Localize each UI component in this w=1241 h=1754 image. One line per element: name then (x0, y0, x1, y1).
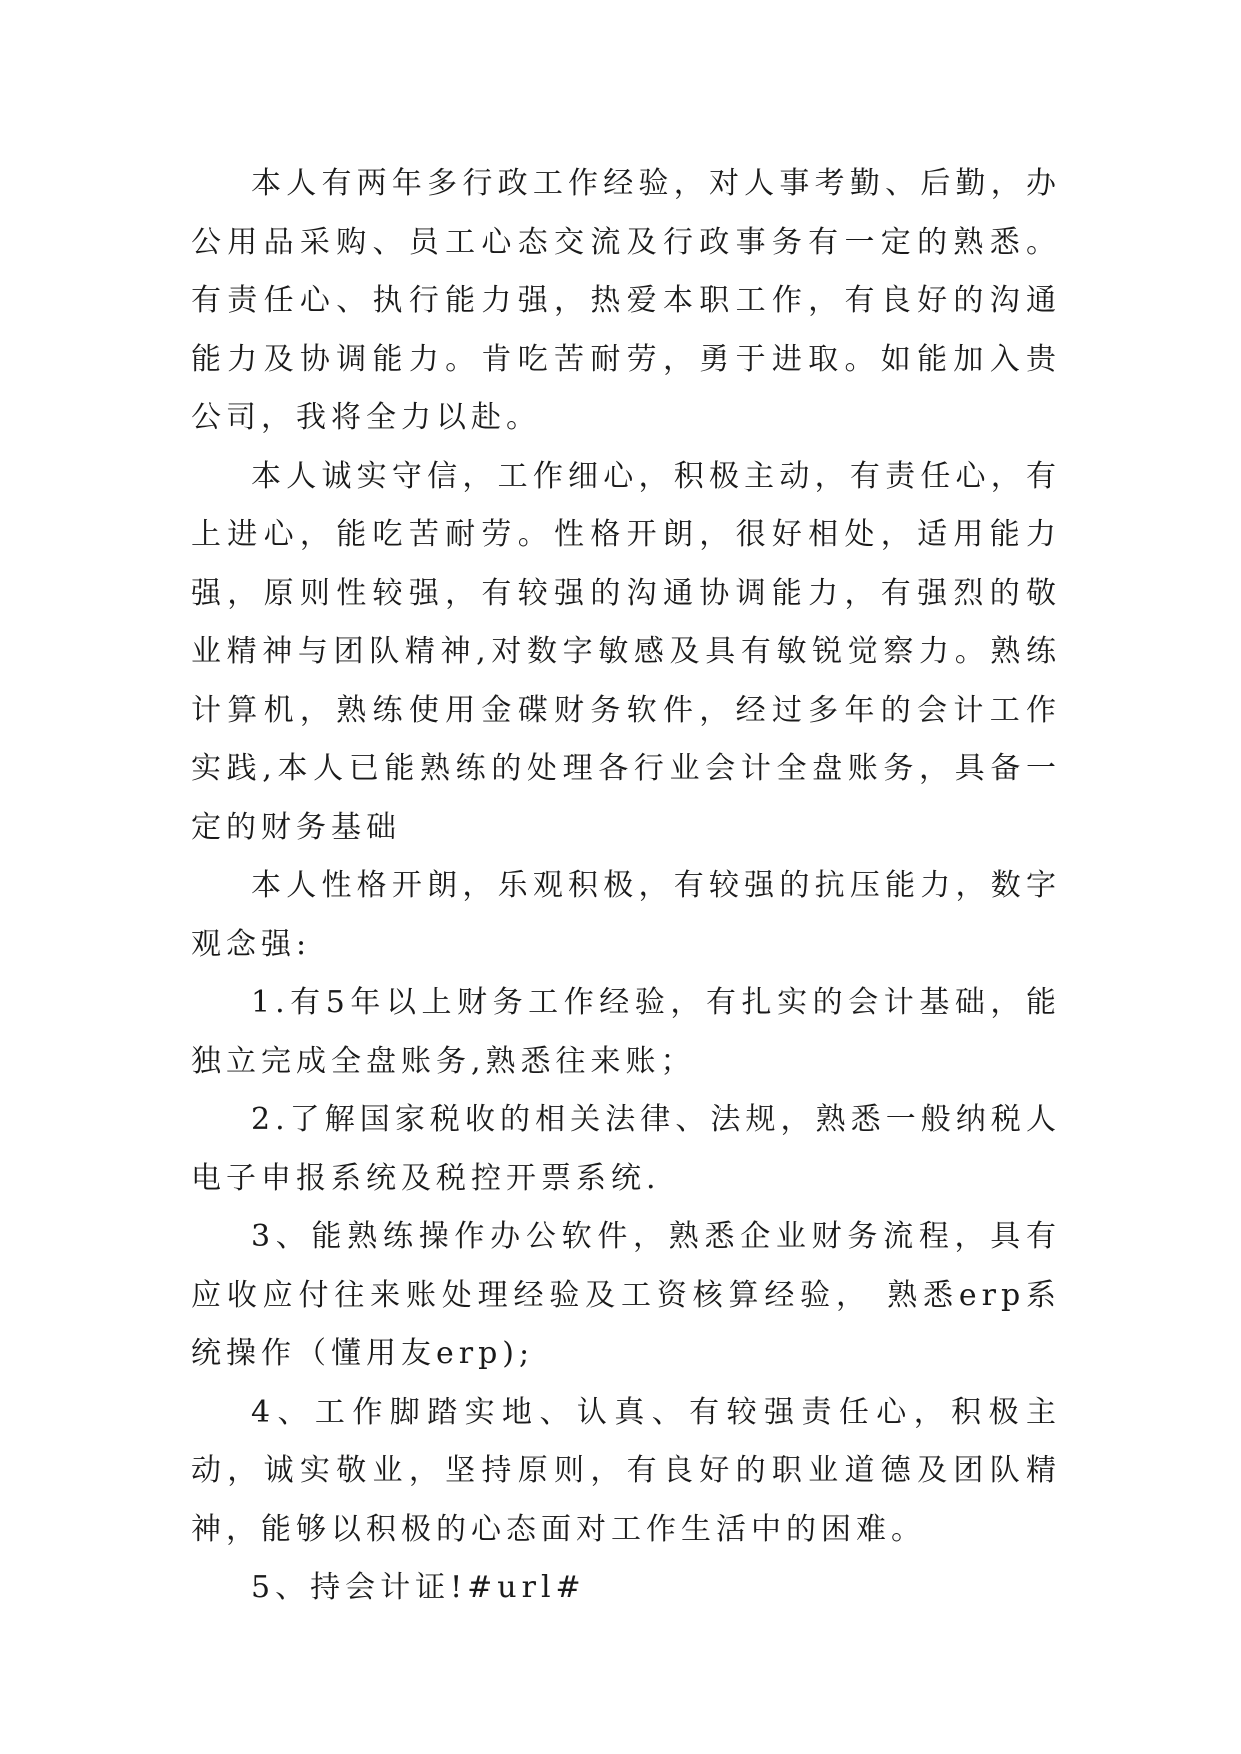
document-body (191, 155, 1061, 1618)
paragraph-admin-experience: 本人有两年多行政工作经验，对人事考勤、后勤，办公用品采购、员工心态交流及行政事务有一定的熟悉。有责任心、执行能力强，热爱本职工作，有良好的沟通能力及协调能力。肯吃苦耐劳，勇于进取。如能加入贵公司，我将全力以赴。 (191, 166, 1061, 435)
list-item-2: 2.了解国家税收的相关法律、法规，熟悉一般纳税人电子申报系统及税控开票系统. (191, 1102, 1061, 1196)
list-item-5: 5、持会计证!#url# (251, 1570, 586, 1605)
list-item-4: 4、工作脚踏实地、认真、有较强责任心，积极主动，诚实敬业，坚持原则，有良好的职业道德及团队精神，能够以积极的心态面对工作生活中的困难。 (191, 1394, 1061, 1547)
list-item-3: 3、能熟练操作办公软件，熟悉企业财务流程，具有应收应付往来账处理经验及工资核算经验， 熟悉erp系统操作（懂用友erp); (191, 1219, 1061, 1371)
paragraph-personality-intro: 本人性格开朗，乐观积极，有较强的抗压能力，数字观念强: (191, 868, 1061, 962)
paragraph-personal-qualities: 本人诚实守信，工作细心，积极主动，有责任心，有上进心，能吃苦耐劳。性格开朗，很好相处，适用能力强，原则性较强，有较强的沟通协调能力，有强烈的敬业精神与团队精神,对数字敏感及具有敏锐觉察力。熟练计算机，熟练使用金碟财务软件，经过多年的会计工作实践,本人已能熟练的处理各行业会计全盘账务，具备一定的财务基础 (191, 458, 1061, 845)
list-item-1: 1.有5年以上财务工作经验，有扎实的会计基础，能独立完成全盘账务,熟悉往来账； (191, 985, 1061, 1079)
